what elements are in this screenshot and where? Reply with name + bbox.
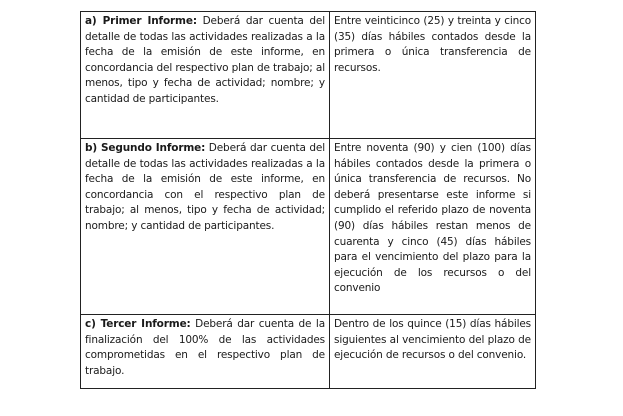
report-description-cell (81, 12, 330, 139)
report-deadline: Entre veinticinco (25) y treinta y cinco (35) días hábiles contados desde la primera o única transferencia de recursos. (334, 15, 531, 74)
table-row (81, 139, 536, 315)
report-description: Deberá dar cuenta del detalle de todas las actividades realizadas a la fecha de la emisión de este informe, en concordancia del respectivo plan de trabajo; al menos, tipo y fecha de actividad; nombre; y cantidad de participantes. (85, 15, 326, 105)
report-deadline-cell (330, 12, 536, 139)
report-label: b) Segundo Informe: (85, 142, 206, 154)
report-deadline: Dentro de los quince (15) días hábiles siguientes al vencimiento del plazo de ejecución de recursos o del convenio. (334, 318, 531, 362)
report-description: Deberá dar cuenta de la finalización del 100% de las actividades comprometidas en el respectivo plan de trabajo. (85, 318, 325, 377)
report-schedule-table (80, 11, 536, 389)
report-description-cell (81, 139, 330, 315)
report-label: c) Tercer Informe: (85, 318, 191, 330)
table-row (81, 12, 536, 139)
report-deadline: Entre noventa (90) y cien (100) días hábiles contados desde la primera o única transferencia de recursos. No deberá presentarse este informe si cumplido el referido plazo de noventa (90) días hábiles restan menos de cuarenta y cinco (45) días hábiles para el vencimiento del plazo para la ejecución de los recursos o del convenio (334, 142, 531, 295)
report-deadline-cell (330, 139, 536, 315)
report-deadline-cell (330, 315, 536, 389)
table-row (81, 315, 536, 389)
report-description: Deberá dar cuenta del detalle de todas las actividades realizadas a la fecha de la emisión de este informe, en concordancia con el respectivo plan de trabajo; al menos, tipo y fecha de actividad; nombre; y cantidad de participantes. (85, 142, 325, 232)
report-description-cell (81, 315, 330, 389)
report-label: a) Primer Informe: (85, 15, 197, 27)
